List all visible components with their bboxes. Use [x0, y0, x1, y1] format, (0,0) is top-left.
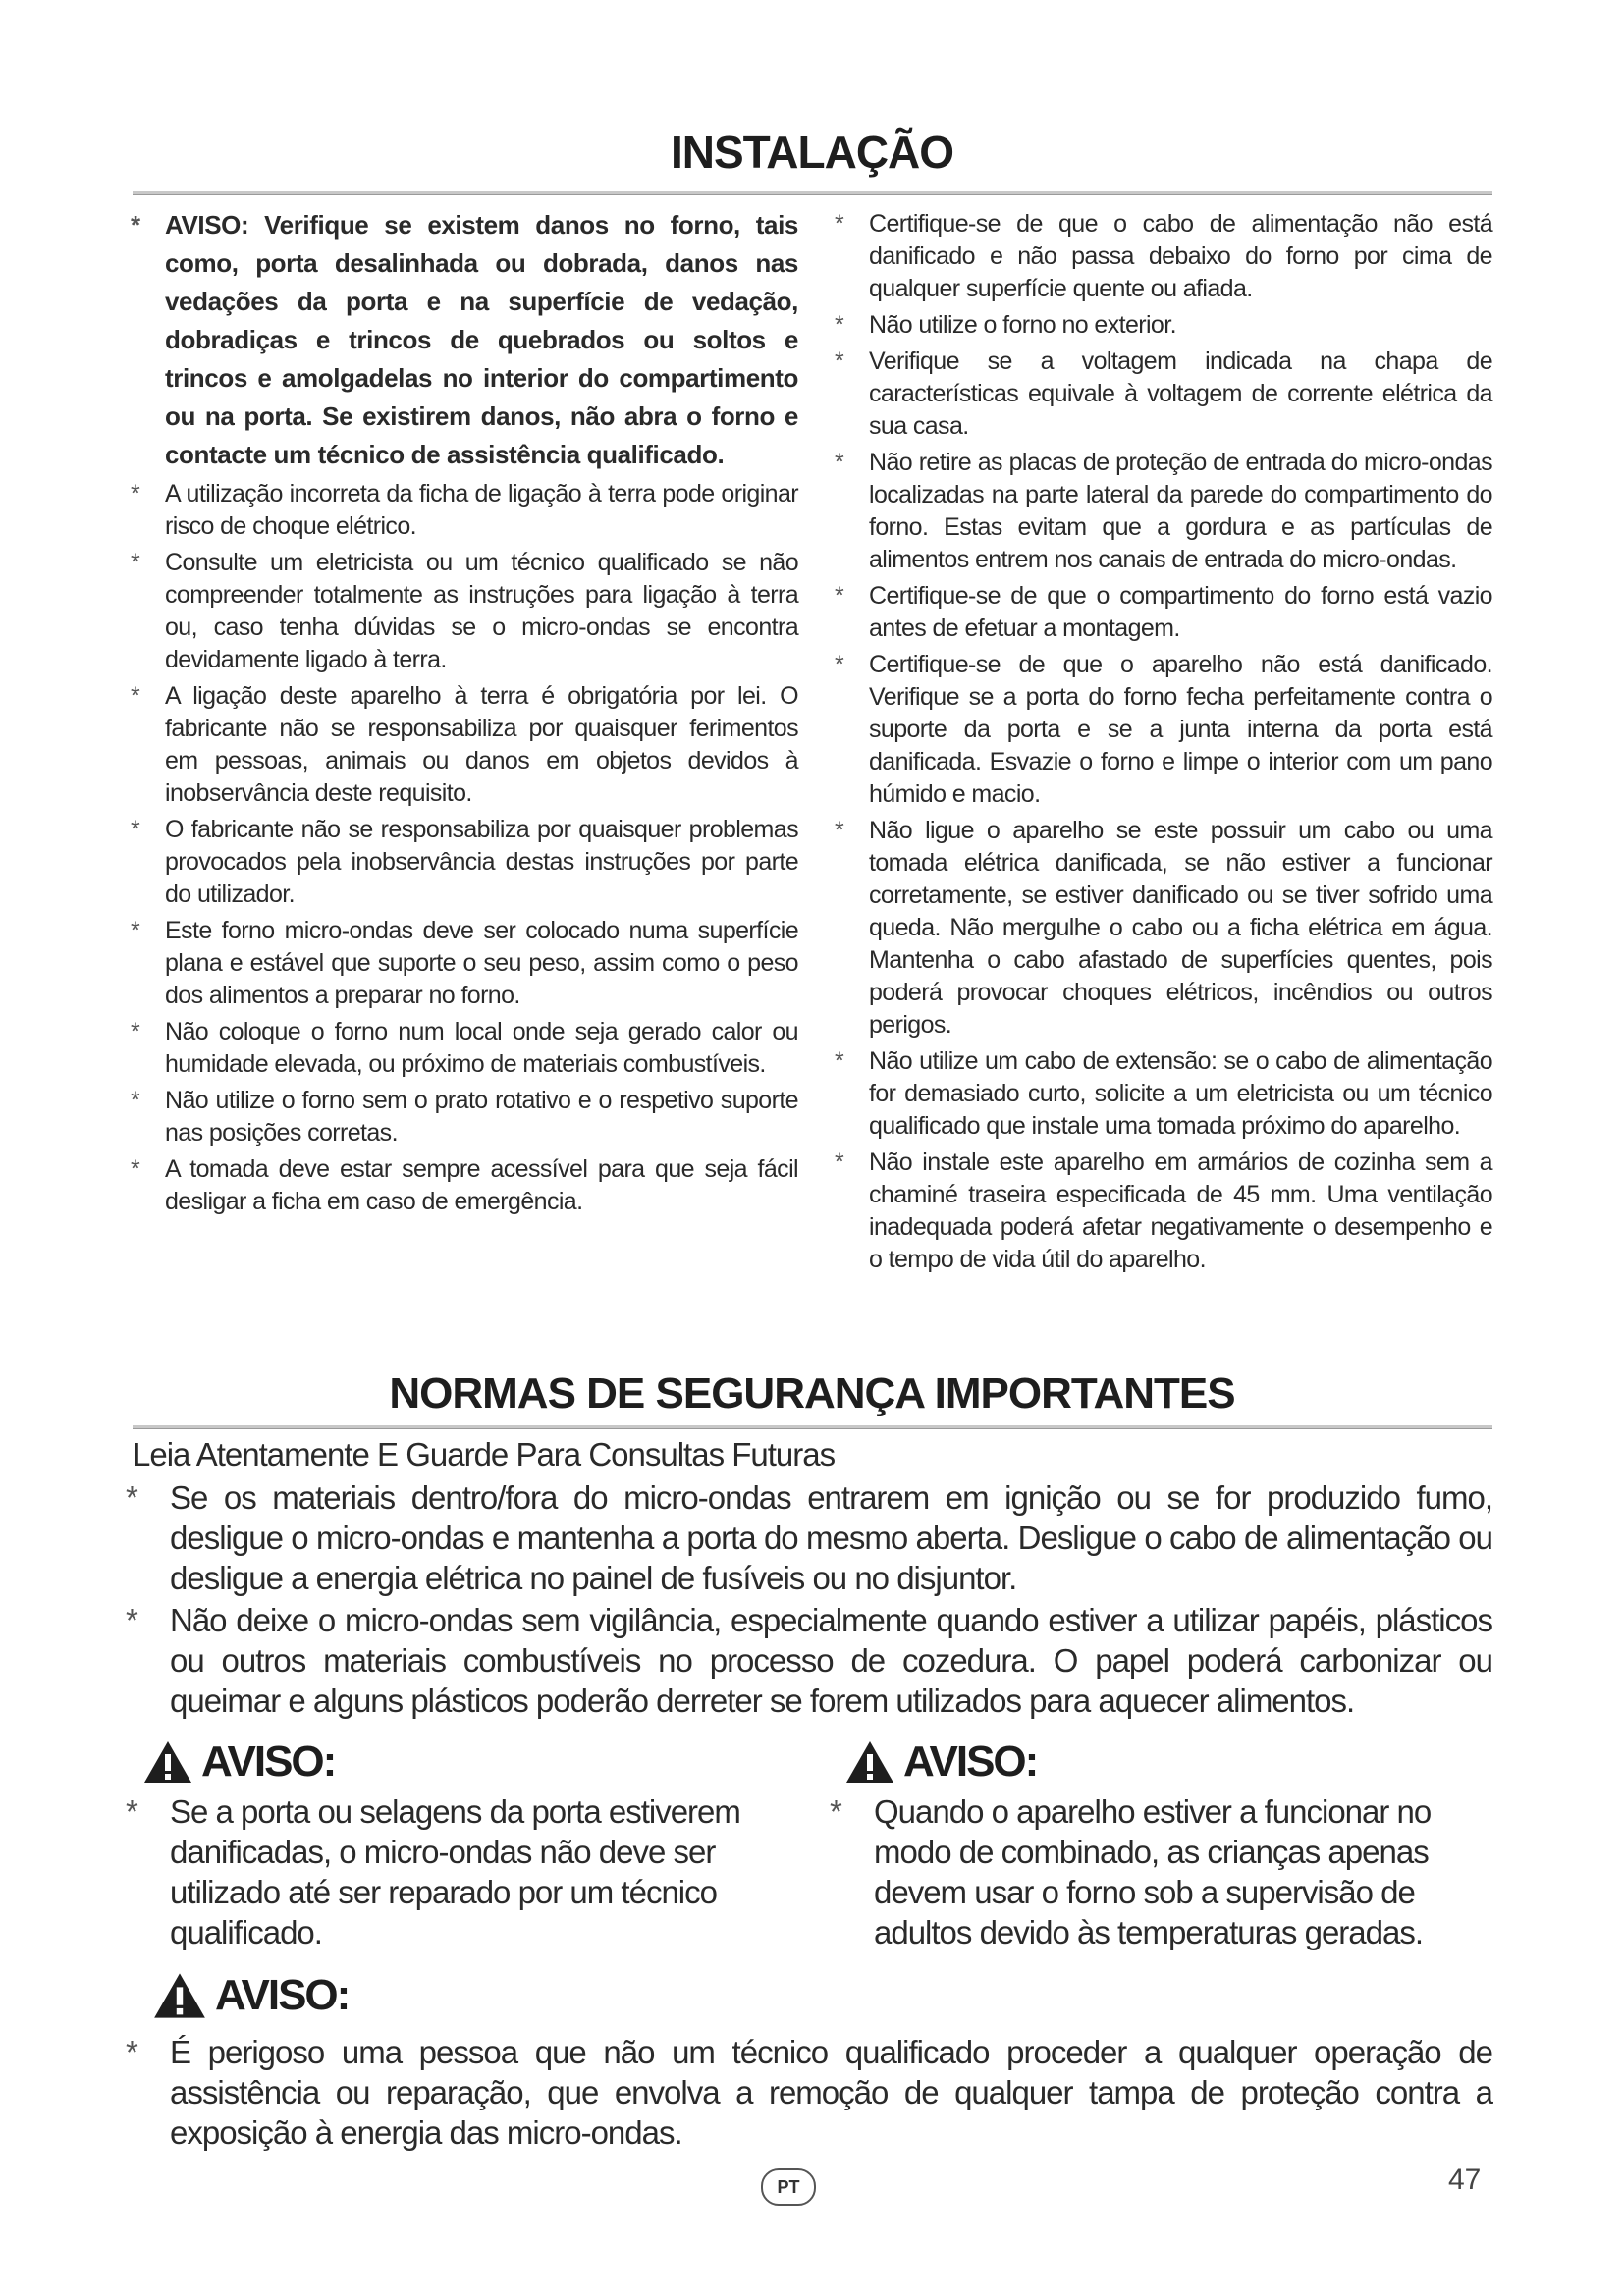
list-item: * Não deixe o micro-ondas sem vigilância, especialmente quando estiver a utilizar papéis, plásticos ou outros materiais combustíveis no processo de cozedura. O papel poderá carbonizar ou queimar e alguns plásticos poderão derreter se forem utilizados para aquecer alimentos.	[126, 1602, 1492, 1719]
list-item: * A ligação deste aparelho à terra é obrigatória por lei. O fabricante não se responsabiliza por quaisquer ferimentos em pessoas, animais ou danos em objetos devidos à inobservância deste requisito.	[131, 682, 798, 807]
bullet: *	[126, 1479, 137, 1516]
bullet: *	[131, 1155, 140, 1183]
list-item: * Se os materiais dentro/fora do micro-ondas entrarem em ignição ou se for produzido fumo, desligue o micro-ondas e mantenha a porta do mesmo aberta. Desligue o cabo de alimentação ou desligue a energia elétrica no painel de fusíveis ou no disjuntor.	[126, 1479, 1492, 1596]
warning-bottom-text	[126, 2032, 1492, 2155]
warning-heading-left	[142, 1737, 335, 1787]
safety-list	[126, 1477, 1492, 1723]
list-item: * Não instale este aparelho em armários de cozinha sem a chaminé traseira especificada de 45 mm. Uma ventilação inadequada poderá afetar negativamente o desempenho e o tempo de vida útil do aparelho.	[835, 1148, 1492, 1273]
bullet: *	[835, 582, 844, 610]
warning-label: AVISO:	[903, 1737, 1038, 1786]
list-item: * A utilização incorreta da ficha de ligação à terra pode originar risco de choque elétrico.	[131, 480, 798, 540]
warning-label: AVISO:	[201, 1737, 336, 1786]
warning-label: AVISO:	[215, 1971, 350, 2019]
bullet: *	[835, 1047, 844, 1075]
bullet: *	[131, 682, 140, 710]
bullet: *	[131, 210, 140, 240]
bullet: *	[835, 210, 844, 238]
warning-right-text	[830, 1791, 1492, 1954]
list-item: * Não coloque o forno num local onde seja gerado calor ou humidade elevada, ou próximo de materiais combustíveis.	[131, 1018, 798, 1078]
bullet: *	[126, 1793, 137, 1830]
section-rule	[133, 1425, 1492, 1429]
list-item: * O fabricante não se responsabiliza por quaisquer problemas provocados pela inobservância destas instruções por parte do utilizador.	[131, 816, 798, 908]
list-item: * Este forno micro-ondas deve ser colocado numa superfície plana e estável que suporte o seu peso, assim como o peso dos alimentos a preparar no forno.	[131, 917, 798, 1009]
warning-icon	[844, 1739, 895, 1785]
list-item: * Não utilize o forno no exterior.	[835, 309, 1492, 342]
install-right-column	[835, 208, 1492, 1280]
bullet: *	[131, 480, 140, 507]
safety-title: NORMAS DE SEGURANÇA IMPORTANTES	[389, 1369, 1235, 1417]
bullet: *	[131, 1018, 140, 1045]
install-left-column	[131, 206, 798, 1222]
list-item: * A tomada deve estar sempre acessível para que seja fácil desligar a ficha em caso de emergência.	[131, 1155, 798, 1215]
warning-heading-right	[844, 1737, 1037, 1787]
list-item: * Quando o aparelho estiver a funcionar no modo de combinado, as crianças apenas devem usar o forno sob a supervisão de adultos devido às temperaturas geradas.	[830, 1793, 1432, 1950]
bullet: *	[835, 817, 844, 844]
list-item: * Não retire as placas de proteção de entrada do micro-ondas localizadas na parte lateral da parede do compartimento do forno. Estas evitam que a gordura e as partículas de alimentos entrem nos canais de entrada do micro-ondas.	[835, 449, 1492, 573]
list-item: * Certifique-se de que o compartimento do forno está vazio antes de efetuar a montagem.	[835, 582, 1492, 642]
warning-icon	[142, 1739, 193, 1785]
list-item: * Se a porta ou selagens da porta estiverem danificadas, o micro-ondas não deve ser utilizado até ser reparado por um técnico qualificado.	[126, 1793, 740, 1950]
list-item: * AVISO: Verifique se existem danos no forno, tais como, porta desalinhada ou dobrada, danos nas vedações da porta e na superfície de vedação, dobradiças e trincos de quebrados ou soltos e trincos e amolgadelas no interior do compartimento ou na porta. Se existirem danos, não abra o forno e contacte um técnico de assistência qualificado.	[131, 206, 798, 474]
bullet: *	[131, 549, 140, 576]
warning-heading-bottom	[152, 1971, 349, 2020]
list-item: * Não ligue o aparelho se este possuir um cabo ou uma tomada elétrica danificada, se não estiver a funcionar corretamente, se estiver danificado ou se tiver sofrido uma queda. Não mergulhe o cabo ou a ficha elétrica em água. Mantenha o cabo afastado de superfícies quentes, pois poderá provocar choques elétricos, incêndios ou outros perigos.	[835, 817, 1492, 1039]
bullet: *	[131, 917, 140, 944]
list-item: * Consulte um eletricista ou um técnico qualificado se não compreender totalmente as instruções para ligação à terra ou, caso tenha dúvidas se o micro-ondas se encontra devidamente ligado à terra.	[131, 549, 798, 673]
warning-icon	[152, 1971, 207, 2020]
bullet: *	[835, 449, 844, 476]
bullet: *	[131, 1087, 140, 1114]
language-badge: PT	[761, 2168, 816, 2206]
warning-left-text	[126, 1791, 793, 1954]
bullet: *	[126, 2034, 137, 2070]
bullet: *	[126, 1602, 137, 1638]
safety-lead: Leia Atentamente E Guarde Para Consultas Futuras	[133, 1436, 836, 1472]
list-item: * Verifique se a voltagem indicada na chapa de características equivale à voltagem de corrente elétrica da sua casa.	[835, 347, 1492, 440]
list-item: * Certifique-se de que o aparelho não está danificado. Verifique se a porta do forno fecha perfeitamente contra o suporte da porta e se a junta interna da porta está danificada. Esvazie o forno e limpe o interior com um pano húmido e macio.	[835, 651, 1492, 808]
list-item: * É perigoso uma pessoa que não um técnico qualificado proceder a qualquer operação de assistência ou reparação, que envolva a remoção de qualquer tampa de proteção contra a exposição à energia das micro-ondas.	[126, 2034, 1492, 2151]
page-number: 47	[1448, 2163, 1482, 2196]
bullet: *	[131, 816, 140, 843]
bullet: *	[830, 1793, 841, 1830]
bullet: *	[835, 347, 844, 375]
bullet: *	[835, 651, 844, 678]
bullet: *	[835, 311, 844, 339]
list-item: * Não utilize o forno sem o prato rotativo e o respetivo suporte nas posições corretas.	[131, 1087, 798, 1147]
install-title: INSTALAÇÃO	[670, 127, 954, 178]
bullet: *	[835, 1148, 844, 1176]
list-item: * Não utilize um cabo de extensão: se o cabo de alimentação for demasiado curto, solicite a um eletricista ou um técnico qualificado que instale uma tomada próximo do aparelho.	[835, 1047, 1492, 1140]
title-rule	[133, 191, 1492, 195]
list-item: * Certifique-se de que o cabo de alimentação não está danificado e não passa debaixo do forno por cima de qualquer superfície quente ou afiada.	[835, 210, 1492, 302]
